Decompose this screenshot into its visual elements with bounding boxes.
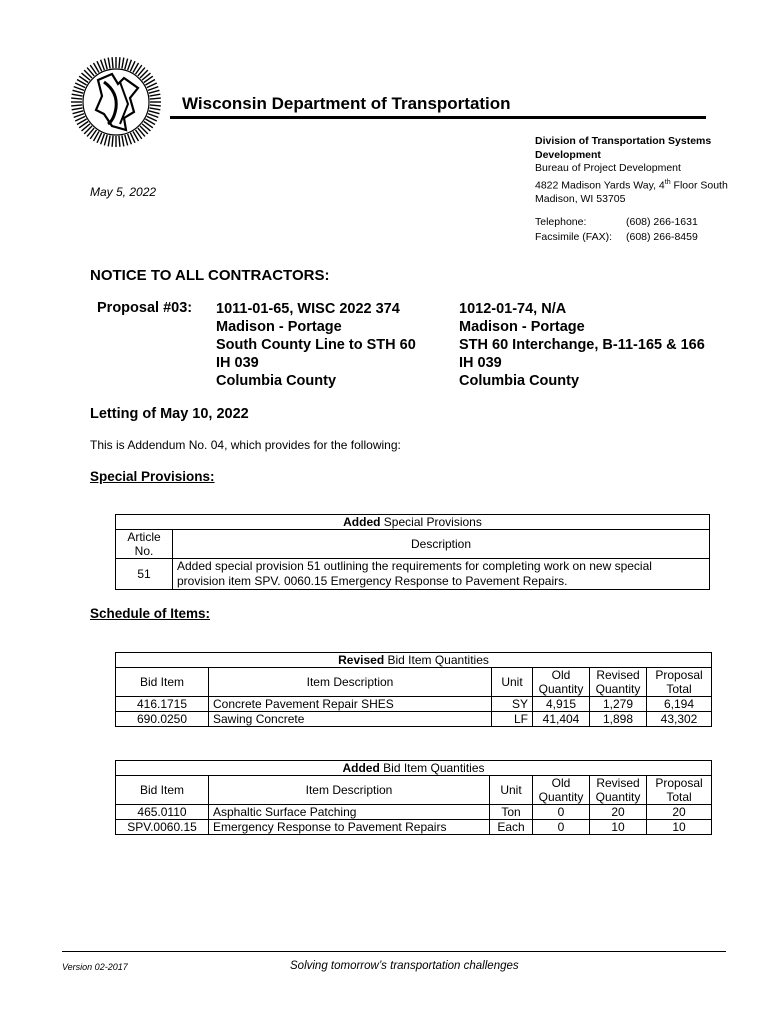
logo-ray xyxy=(128,134,132,144)
fax-label: Facsimile (FAX): xyxy=(535,231,613,243)
project-2-line: Columbia County xyxy=(459,373,580,389)
column-header: Proposal Total xyxy=(647,776,712,805)
logo-ray xyxy=(104,59,107,70)
logo-ray xyxy=(150,98,161,99)
department-title: Wisconsin Department of Transportation xyxy=(182,94,511,113)
notice-heading: NOTICE TO ALL CONTRACTORS: xyxy=(90,267,330,284)
column-header: Description xyxy=(173,530,710,559)
logo-ray xyxy=(122,58,124,69)
logo-ray xyxy=(149,108,160,110)
column-header: Bid Item xyxy=(116,776,209,805)
table-caption: Added Special Provisions xyxy=(116,515,710,530)
project-1-line: South County Line to STH 60 xyxy=(216,337,416,353)
logo-ray xyxy=(74,114,84,118)
project-1-line: 1011-01-65, WISC 2022 374 xyxy=(216,301,400,317)
schedule-of-items-heading: Schedule of Items: xyxy=(90,606,211,621)
column-header: Revised Quantity xyxy=(590,776,647,805)
city-address: Madison, WI 53705 xyxy=(535,192,626,205)
logo-ray xyxy=(71,105,82,106)
logo-ray xyxy=(73,111,84,114)
logo-ray xyxy=(72,108,83,110)
logo-ray xyxy=(122,135,124,146)
letter-date: May 5, 2022 xyxy=(90,185,157,199)
column-header: Old Quantity xyxy=(533,776,590,805)
contact-info xyxy=(535,215,698,245)
column-header: Proposal Total xyxy=(647,668,712,697)
division-name-line-2: Development xyxy=(535,148,601,161)
revised-bid-items-table xyxy=(115,652,712,727)
project-2-line: STH 60 Interchange, B-11-165 & 166 xyxy=(459,337,705,353)
division-address xyxy=(535,135,765,206)
special-provisions-heading: Special Provisions: xyxy=(90,469,215,484)
street-address: 4822 Madison Yards Way, 4th Floor South xyxy=(535,178,728,192)
addendum-text: This is Addendum No. 04, which provides for the following: xyxy=(90,438,401,452)
logo-ray xyxy=(148,114,158,118)
table-row: 690.0250 Sawing Concrete LF 41,404 1,898 43,302 xyxy=(116,712,712,727)
special-provisions-table xyxy=(115,514,710,590)
table-caption: Revised Bid Item Quantities xyxy=(116,653,712,668)
footer-rule xyxy=(62,951,726,952)
bureau-name: Bureau of Project Development xyxy=(535,162,681,175)
project-1-line: Madison - Portage xyxy=(216,319,342,335)
column-header: Article No. xyxy=(116,530,173,559)
logo-ray xyxy=(72,94,83,96)
logo-ray xyxy=(73,90,84,93)
logo-ray xyxy=(74,87,84,91)
version-text: Version 02-2017 xyxy=(62,962,128,972)
logo-ray xyxy=(149,94,160,96)
table-row: 51 Added special provision 51 outlining the requirements for completing work on new special provision item SPV. 0060.15 Emergency Response to Pavement Repairs. xyxy=(116,559,710,590)
column-header: Old Quantity xyxy=(533,668,590,697)
column-header: Bid Item xyxy=(116,668,209,697)
column-header: Unit xyxy=(490,776,533,805)
telephone-value: (608) 266-1631 xyxy=(626,216,698,228)
logo-ray xyxy=(101,60,105,70)
footer-slogan: Solving tomorrow’s transportation challenges xyxy=(290,960,519,972)
letting-date: Letting of May 10, 2022 xyxy=(90,406,249,422)
wisdot-logo-icon xyxy=(68,52,164,152)
table-row: 465.0110 Asphaltic Surface Patching Ton 0 20 20 xyxy=(116,805,712,820)
table-row: SPV.0060.15 Emergency Response to Pavement Repairs Each 0 10 10 xyxy=(116,820,712,835)
logo-ray xyxy=(128,60,132,70)
column-header: Unit xyxy=(492,668,533,697)
logo-ray xyxy=(119,136,120,147)
logo-ray xyxy=(148,87,158,91)
logo-ray xyxy=(71,98,82,99)
logo-ray xyxy=(125,59,128,70)
division-name-line-1: Division of Transportation Systems xyxy=(535,135,712,147)
table-row: 416.1715 Concrete Pavement Repair SHES SY 4,915 1,279 6,194 xyxy=(116,697,712,712)
project-2 xyxy=(459,300,705,390)
project-1-line: IH 039 xyxy=(216,355,259,371)
project-2-line: 1012-01-74, N/A xyxy=(459,301,567,317)
logo-ray xyxy=(112,57,113,68)
logo-ray xyxy=(125,135,128,146)
project-2-line: IH 039 xyxy=(459,355,502,371)
logo-ray xyxy=(104,135,107,146)
logo-ray xyxy=(149,111,160,114)
logo-ray xyxy=(149,90,160,93)
table-caption: Added Bid Item Quantities xyxy=(116,761,712,776)
logo-ray xyxy=(119,57,120,68)
title-rule xyxy=(170,116,706,119)
column-header: Item Description xyxy=(209,776,490,805)
telephone-label: Telephone: xyxy=(535,216,587,228)
project-1 xyxy=(216,300,416,390)
project-2-line: Madison - Portage xyxy=(459,319,585,335)
logo-ray xyxy=(108,135,110,146)
project-1-line: Columbia County xyxy=(216,373,337,389)
fax-value: (608) 266-8459 xyxy=(626,231,698,243)
proposal-label: Proposal #03: xyxy=(97,300,193,316)
logo-ray xyxy=(108,58,110,69)
column-header: Item Description xyxy=(209,668,492,697)
logo-ray xyxy=(150,105,161,106)
added-bid-items-table xyxy=(115,760,712,835)
logo-ray xyxy=(112,136,113,147)
column-header: Revised Quantity xyxy=(590,668,647,697)
logo-ray xyxy=(101,134,105,144)
